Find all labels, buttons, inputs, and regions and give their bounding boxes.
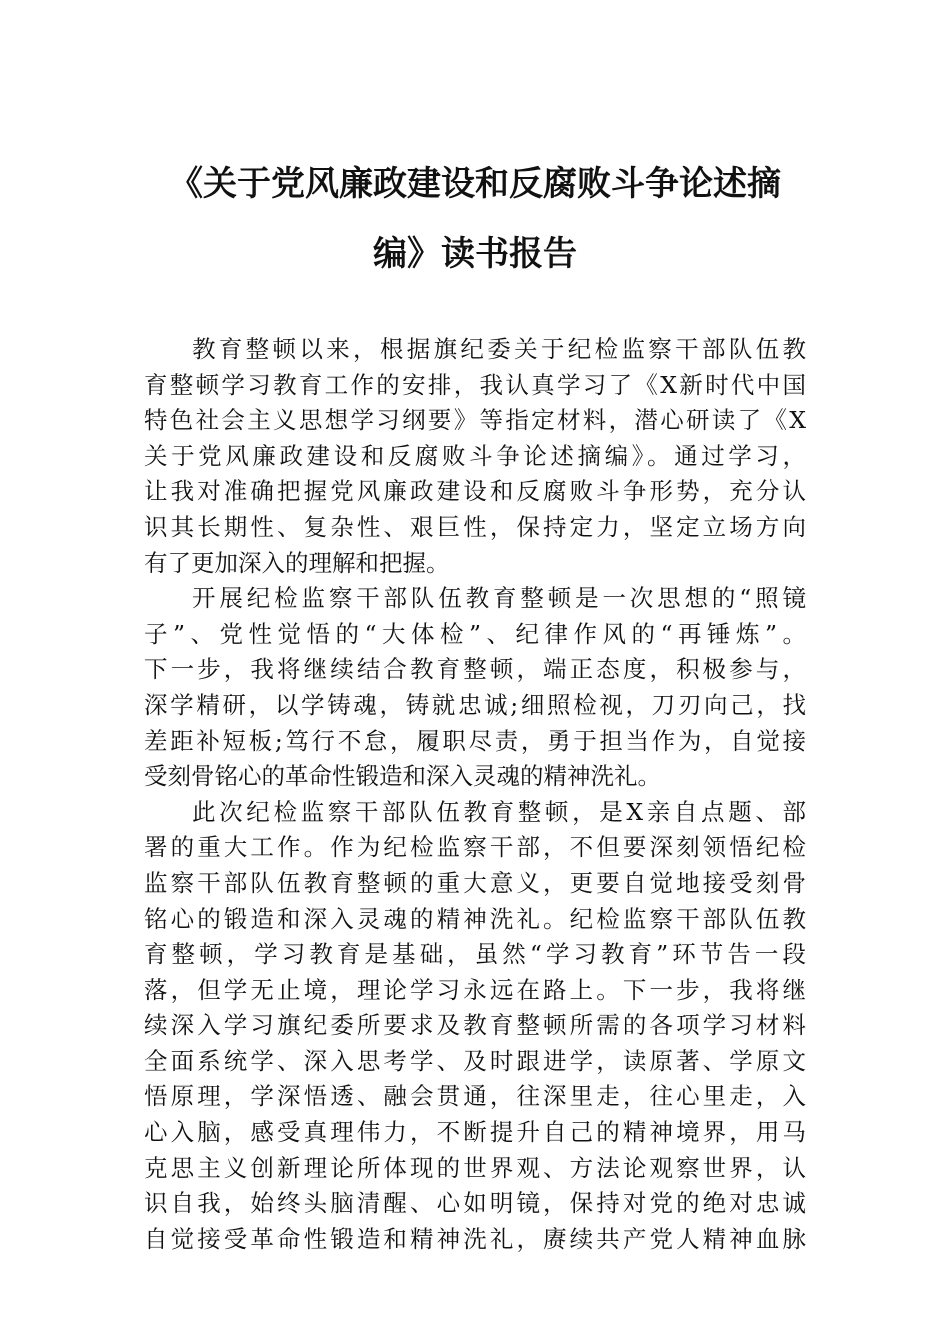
body-line: 子”、党性觉悟的“大体检”、纪律作风的“再锤炼”。 xyxy=(144,619,806,648)
body-line: 育整顿，学习教育是基础，虽然“学习教育”环节告一段 xyxy=(144,940,806,969)
body-line: 识其长期性、复杂性、艰巨性，保持定力，坚定立场方向 xyxy=(144,512,806,541)
body-line: 教育整顿以来，根据旗纪委关于纪检监察干部队伍教 xyxy=(192,335,806,363)
body-line: 自觉接受革命性锻造和精神洗礼，赓续共产党人精神血脉 xyxy=(144,1224,806,1253)
body-line: 悟原理，学深悟透、融会贯通，往深里走，往心里走，入 xyxy=(144,1082,806,1111)
body-line: 全面系统学、深入思考学、及时跟进学，读原著、学原文 xyxy=(144,1046,806,1075)
body-line: 署的重大工作。作为纪检监察干部，不但要深刻领悟纪检 xyxy=(144,833,806,862)
body-line: 识自我，始终头脑清醒、心如明镜，保持对党的绝对忠诚 xyxy=(144,1189,806,1218)
body-line: 让我对准确把握党风廉政建设和反腐败斗争形势，充分认 xyxy=(144,477,806,506)
body-line: 下一步，我将继续结合教育整顿，端正态度，积极参与， xyxy=(144,655,806,684)
body-line: 受刻骨铭心的革命性锻造和深入灵魂的精神洗礼。 xyxy=(144,762,661,791)
body-line: 关于党风廉政建设和反腐败斗争论述摘编》。通过学习， xyxy=(144,441,806,470)
body-line: 育整顿学习教育工作的安排，我认真学习了《X新时代中国 xyxy=(144,370,806,399)
body-line: 此次纪检监察干部队伍教育整顿，是X亲自点题、部 xyxy=(192,797,806,826)
document-title-line-1: 《关于党风廉政建设和反腐败斗争论述摘 xyxy=(169,164,781,204)
document-title-line-2: 编》读书报告 xyxy=(373,234,577,274)
body-line: 铭心的锻造和深入灵魂的精神洗礼。纪检监察干部队伍教 xyxy=(144,904,806,933)
body-line: 深学精研，以学铸魂，铸就忠诚;细照检视，刀刃向己，找 xyxy=(144,690,806,719)
body-line: 心入脑，感受真理伟力，不断提升自己的精神境界，用马 xyxy=(144,1118,806,1147)
body-line: 特色社会主义思想学习纲要》等指定材料，潜心研读了《X xyxy=(144,406,806,435)
body-line: 落，但学无止境，理论学习永远在路上。下一步，我将继 xyxy=(144,975,806,1004)
document-body xyxy=(144,332,806,1257)
body-line: 有了更加深入的理解和把握。 xyxy=(144,548,450,577)
body-line: 续深入学习旗纪委所要求及教育整顿所需的各项学习材料 xyxy=(144,1011,806,1040)
body-line: 差距补短板;笃行不怠，履职尽责，勇于担当作为，自觉接 xyxy=(144,726,806,755)
body-line: 监察干部队伍教育整顿的重大意义，更要自觉地接受刻骨 xyxy=(144,868,806,897)
body-line: 开展纪检监察干部队伍教育整顿是一次思想的“照镜 xyxy=(192,584,806,613)
body-line: 克思主义创新理论所体现的世界观、方法论观察世界，认 xyxy=(144,1153,806,1182)
